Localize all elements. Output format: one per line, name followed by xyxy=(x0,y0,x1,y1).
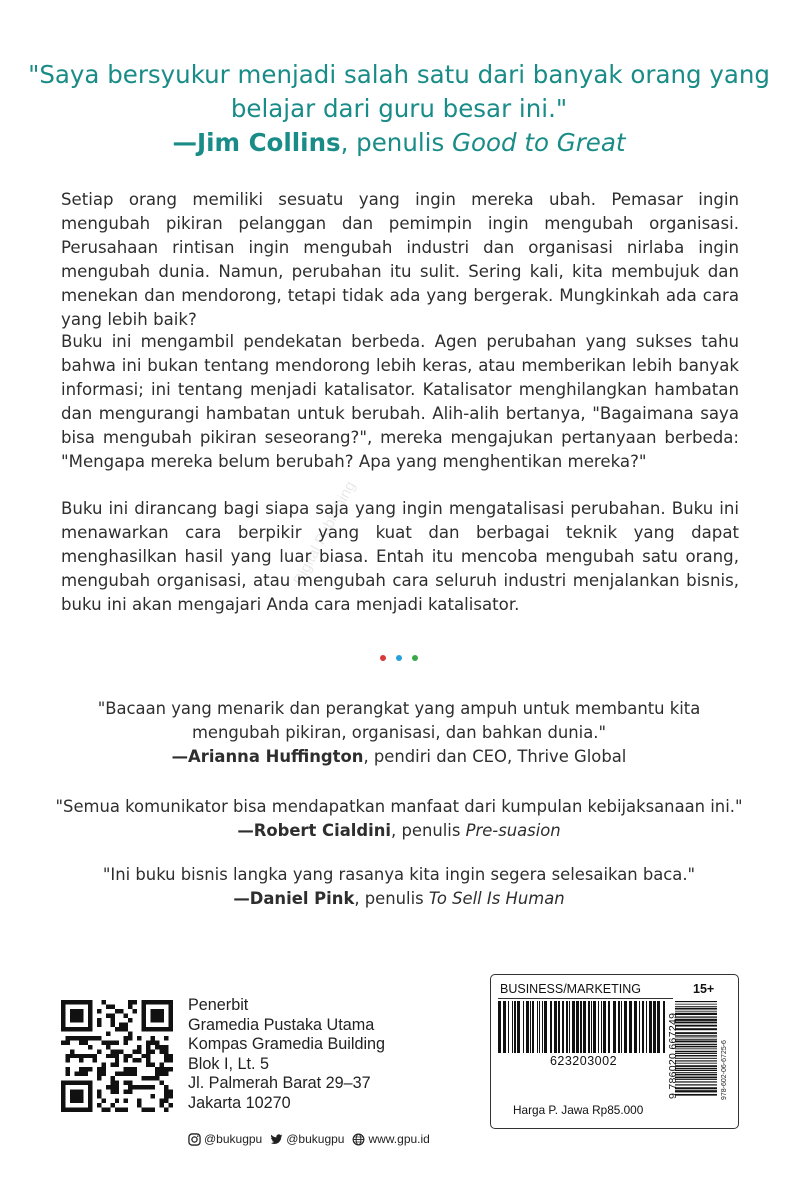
endorsement-dash: — xyxy=(171,747,189,766)
isbn-bar xyxy=(675,1055,717,1056)
endorsement-dash: — xyxy=(233,889,250,908)
endorsement-author: Arianna Huffington xyxy=(188,747,364,766)
publisher-line: Jl. Palmerah Barat 29–37 xyxy=(188,1074,371,1092)
barcode-bar xyxy=(646,1001,647,1053)
barcode-bar xyxy=(657,1001,660,1053)
isbn-bar xyxy=(675,1058,717,1059)
barcode-bar xyxy=(629,1001,632,1053)
barcode-number: 623203002 xyxy=(549,1054,618,1068)
separator-dots xyxy=(0,655,798,661)
barcode-bar xyxy=(591,1001,592,1053)
website-link[interactable]: www.gpu.id xyxy=(368,1132,430,1146)
isbn-text: 978-602-06-6725-6 xyxy=(721,1040,728,1100)
top-quote-attribution xyxy=(0,126,798,160)
barcode-bar xyxy=(588,1001,590,1053)
endorsement-huffington xyxy=(0,697,798,769)
watermark-text: Digital Publishing xyxy=(290,478,360,588)
barcode-bar xyxy=(572,1001,575,1053)
top-quote-book: Good to Great xyxy=(452,128,626,157)
barcode-bar xyxy=(512,1001,513,1053)
isbn-bar xyxy=(675,1065,717,1067)
barcode-bar xyxy=(542,1001,543,1053)
endorsement-pink xyxy=(0,863,798,911)
endorsement-dash: — xyxy=(237,821,254,840)
publisher-line: Kompas Gramedia Building xyxy=(188,1035,386,1053)
instagram-icon xyxy=(188,1133,201,1146)
top-quote-dash: — xyxy=(172,128,197,157)
isbn-bar xyxy=(675,1022,717,1024)
publisher-line: Jakarta 10270 xyxy=(188,1093,291,1112)
endorsement-attribution xyxy=(0,887,798,911)
separator-dot-green xyxy=(412,655,418,661)
barcode-bar xyxy=(653,1001,656,1053)
top-quote-author: Jim Collins xyxy=(197,128,341,157)
social-links xyxy=(188,1132,430,1146)
barcode-bar xyxy=(621,1001,622,1053)
barcode-bar xyxy=(601,1001,602,1053)
barcode-bar xyxy=(514,1001,516,1053)
barcode-bar xyxy=(503,1001,506,1053)
isbn-barcode xyxy=(675,1001,717,1097)
barcode-label xyxy=(490,974,739,1129)
barcode-bar xyxy=(583,1001,586,1053)
isbn-bar xyxy=(675,1072,717,1073)
barcode-bar xyxy=(550,1001,552,1053)
isbn-bar xyxy=(675,1087,717,1089)
barcode-bar xyxy=(598,1001,599,1053)
barcode-bar xyxy=(580,1001,582,1053)
barcode-bar xyxy=(517,1001,520,1053)
publisher-line: Penerbit xyxy=(188,996,249,1014)
top-quote-line-2: belajar dari guru besar ini." xyxy=(230,94,568,123)
blurb-paragraph-2: Buku ini mengambil pendekatan berbeda. Agen perubahan yang sukses tahu bahwa ini bukan tentang mendorong lebih keras, atau memberikan lebih banyak informasi; ini tentang menjadi katalisator. Katalisator menghilangkan hambatan dan mengurangi hambatan untuk berubah. Alih-alih bertanya, "Bagaimana saya bisa mengubah pikiran seseorang?", mereka mengajukan pertanyaan berbeda: "Mengapa mereka belum berubah? Apa yang menghentikan mereka?" xyxy=(61,332,739,471)
barcode-bar xyxy=(593,1001,596,1053)
isbn-bar xyxy=(675,1040,717,1042)
isbn-bar xyxy=(675,1070,717,1071)
internal-barcode xyxy=(498,1001,669,1053)
barcode-bar xyxy=(537,1001,538,1053)
barcode-age-rating: 15+ xyxy=(693,982,715,996)
barcode-bar xyxy=(530,1001,531,1053)
barcode-bar xyxy=(618,1001,620,1053)
isbn-bar xyxy=(675,1077,717,1079)
isbn-bar xyxy=(675,1074,717,1076)
barcode-bar xyxy=(649,1001,652,1053)
endorsement-attribution xyxy=(0,819,798,843)
publisher-line: Blok I, Lt. 5 xyxy=(188,1054,269,1073)
endorsement-quote-line-2: mengubah pikiran, organisasi, dan bahkan dunia." xyxy=(191,723,607,742)
barcode-bar xyxy=(608,1001,610,1053)
endorsement-author: Daniel Pink xyxy=(249,889,355,908)
barcode-bar xyxy=(624,1001,627,1053)
globe-icon xyxy=(352,1133,365,1146)
endorsement-quote-line-1: "Bacaan yang menarik dan perangkat yang ampuh untuk membantu kita xyxy=(97,699,701,718)
barcode-bar xyxy=(539,1001,540,1053)
isbn-bar xyxy=(675,1013,717,1015)
isbn-bar xyxy=(675,1053,717,1054)
separator-dot-red xyxy=(380,655,386,661)
isbn-bar xyxy=(675,1046,717,1048)
barcode-bar xyxy=(663,1001,665,1053)
isbn-bar xyxy=(675,1044,717,1045)
isbn-bar xyxy=(675,1090,717,1092)
endorsement-book: To Sell Is Human xyxy=(428,889,565,908)
isbn-bar xyxy=(675,1048,717,1049)
endorsement-author: Robert Cialdini xyxy=(253,821,392,840)
top-quote-role: , penulis xyxy=(340,128,453,157)
barcode-bar xyxy=(569,1001,570,1053)
isbn-bar xyxy=(675,1032,717,1034)
publisher-line: Gramedia Pustaka Utama xyxy=(188,1015,375,1034)
qr-modules xyxy=(61,1000,173,1112)
twitter-icon xyxy=(270,1133,283,1146)
barcode-bar xyxy=(498,1001,501,1053)
isbn-bar xyxy=(675,1004,717,1005)
isbn-bar xyxy=(675,1079,717,1080)
isbn-bar xyxy=(675,1063,717,1064)
isbn-bar xyxy=(675,1008,717,1010)
endorsement-quote-line-1: "Semua komunikator bisa mendapatkan manfaat dari kumpulan kebijaksanaan ini." xyxy=(55,797,743,816)
isbn-bar xyxy=(675,1094,717,1096)
isbn-bar xyxy=(675,1036,717,1037)
barcode-divider xyxy=(498,998,673,999)
barcode-bar xyxy=(523,1001,524,1053)
endorsement-role: , penulis xyxy=(354,889,429,908)
isbn-digits: 9 786020 667249 xyxy=(667,1012,679,1099)
isbn-bar xyxy=(675,1028,717,1030)
barcode-bar xyxy=(613,1001,616,1053)
isbn-bar xyxy=(675,1025,717,1027)
barcode-bar xyxy=(554,1001,557,1053)
isbn-bar xyxy=(675,1006,717,1007)
barcode-bar xyxy=(639,1001,640,1053)
barcode-bar xyxy=(558,1001,560,1053)
top-quote xyxy=(0,58,798,160)
isbn-bar xyxy=(675,1081,717,1082)
publisher-address xyxy=(188,996,385,1113)
isbn-bar xyxy=(675,1039,717,1040)
endorsement-book: Pre-suasion xyxy=(465,821,561,840)
endorsement-quote-line-1: "Ini buku bisnis langka yang rasanya kita ingin segera selesaikan baca." xyxy=(102,865,696,884)
blurb-paragraph-1: Setiap orang memiliki sesuatu yang ingin mereka ubah. Pemasar ingin mengubah pikiran pelanggan dan pemimpin ingin mengubah organisasi. Perusahaan rintisan ingin mengubah industri dan organisasi nirlaba ingin mengubah dunia. Namun, perubahan itu sulit. Sering kali, kita membujuk dan menekan dan mendorong, tetapi tidak ada yang bergerak. Mungkinkah ada cara yang lebih baik? xyxy=(61,190,739,329)
top-quote-line-1: "Saya bersyukur menjadi salah satu dari banyak orang yang xyxy=(28,60,770,89)
isbn-bar xyxy=(675,1001,717,1002)
barcode-bar xyxy=(544,1001,547,1053)
barcode-category: BUSINESS/MARKETING xyxy=(500,982,641,996)
isbn-bar xyxy=(675,1019,717,1021)
barcode-bar xyxy=(508,1001,509,1053)
barcode-bar xyxy=(526,1001,529,1053)
barcode-bar xyxy=(642,1001,644,1053)
isbn-bar xyxy=(675,1011,717,1012)
barcode-price: Harga P. Jawa Rp85.000 xyxy=(513,1103,644,1117)
endorsement-role: , penulis xyxy=(391,821,466,840)
isbn-bar xyxy=(675,1016,717,1017)
barcode-bar xyxy=(562,1001,564,1053)
instagram-handle[interactable]: @bukugpu xyxy=(204,1132,263,1146)
isbn-bar xyxy=(675,1035,717,1036)
separator-dot-blue xyxy=(396,655,402,661)
endorsement-role: , pendiri dan CEO, Thrive Global xyxy=(363,747,627,766)
barcode-bar xyxy=(576,1001,579,1053)
barcode-bar xyxy=(634,1001,637,1053)
twitter-handle[interactable]: @bukugpu xyxy=(286,1132,345,1146)
isbn-bar xyxy=(675,1084,717,1085)
blurb-paragraph-3: Buku ini dirancang bagi siapa saja yang ingin mengatalisasi perubahan. Buku ini menawarkan cara berpikir yang kuat dan berbagai teknik yang dapat menghasilkan hasil yang luar biasa. Entah itu mencoba mengubah satu orang, mengubah organisasi, atau mengubah cara seluruh industri menjalankan bisnis, buku ini akan mengajari Anda cara menjadi katalisator. xyxy=(61,499,739,614)
qr-code[interactable] xyxy=(61,1000,173,1112)
isbn-bar xyxy=(675,1051,717,1053)
isbn-bar xyxy=(675,1060,717,1061)
barcode-bar xyxy=(532,1001,534,1053)
isbn-bar xyxy=(675,1068,717,1069)
endorsement-cialdini xyxy=(0,795,798,843)
barcode-bar xyxy=(566,1001,568,1053)
barcode-bar xyxy=(603,1001,606,1053)
endorsement-attribution xyxy=(0,745,798,769)
